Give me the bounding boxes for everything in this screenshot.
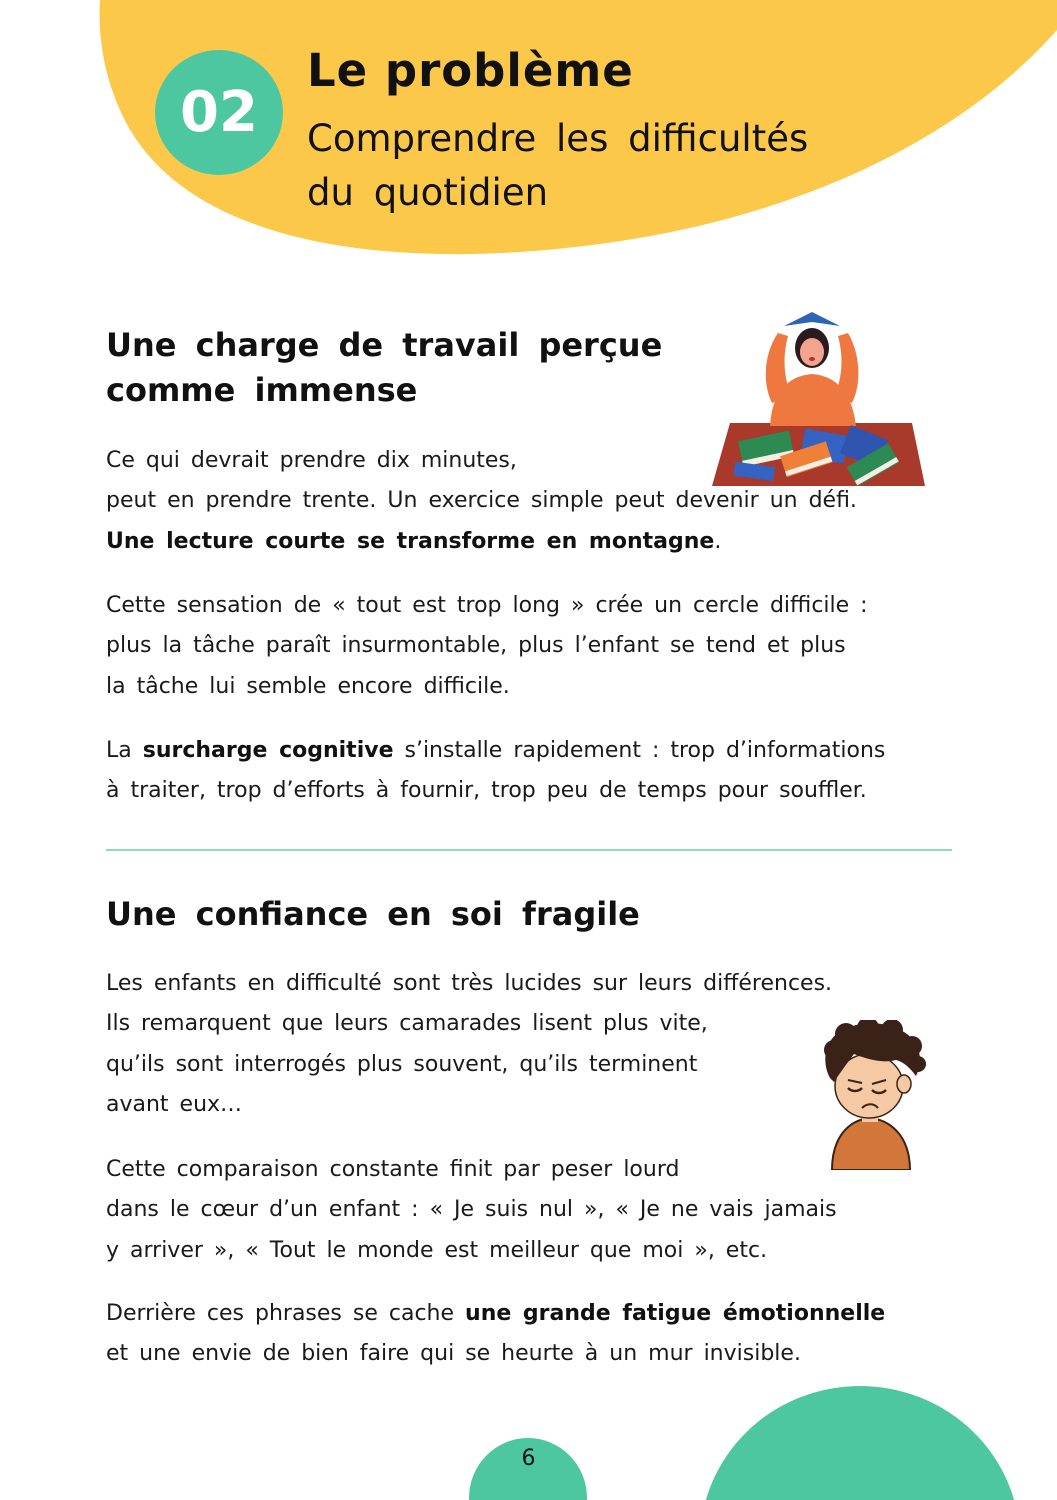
section2-heading: Une confiance en soi fragile xyxy=(106,895,640,933)
section1-heading xyxy=(106,323,662,413)
heading-line: Une charge de travail perçue xyxy=(106,326,663,364)
text-line: avant eux… xyxy=(106,1091,243,1117)
text-line: peut en prendre trente. Un exercice simple peut devenir un défi. xyxy=(106,488,857,514)
chapter-number-badge: 02 xyxy=(155,50,283,175)
heading-line: comme immense xyxy=(106,371,418,409)
text-line: dans le cœur d’un enfant : « Je suis nul », « Je ne vais jamais xyxy=(106,1197,837,1223)
page-title: Le problème xyxy=(307,44,634,97)
text-fragment: La xyxy=(106,738,143,763)
text-line: Cette sensation de « tout est trop long » crée un cercle difficile : xyxy=(106,593,868,618)
emphasis-text: Une lecture courte se transforme en montagne xyxy=(106,528,715,554)
section2-paragraph-2 xyxy=(106,1150,837,1271)
subtitle-line: du quotidien xyxy=(307,171,549,214)
section1-paragraph-2 xyxy=(106,586,868,707)
footer-teal-shapes xyxy=(0,1380,1057,1500)
text-fragment: s’installe rapidement : trop d’informations xyxy=(393,738,886,763)
text-fragment: . xyxy=(714,528,722,554)
text-line: Cette comparaison constante finit par peser lourd xyxy=(106,1157,680,1182)
section-divider xyxy=(106,849,952,851)
text-line: Ils remarquent que leurs camarades lisent plus vite, xyxy=(106,1011,708,1037)
text-line: la tâche lui semble encore difficile. xyxy=(106,673,510,699)
text-line: plus la tâche paraît insurmontable, plus l’enfant se tend et plus xyxy=(106,633,846,659)
text-line: qu’ils sont interrogés plus souvent, qu’ils terminent xyxy=(106,1051,698,1077)
text-line: à traiter, trop d’efforts à fournir, trop peu de temps pour souffler. xyxy=(106,778,867,804)
section2-paragraph-1 xyxy=(106,964,832,1125)
emphasis-text: une grande fatigue émotionnelle xyxy=(465,1301,886,1326)
page-number: 6 xyxy=(521,1446,536,1471)
section1-paragraph-3 xyxy=(106,731,885,812)
text-line: et une envie de bien faire qui se heurte à un mur invisible. xyxy=(106,1341,801,1367)
text-fragment: Derrière ces phrases se cache xyxy=(106,1301,466,1326)
section2-paragraph-3 xyxy=(106,1294,885,1375)
page-subtitle xyxy=(307,112,907,220)
text-line: Ce qui devrait prendre dix minutes, xyxy=(106,448,517,473)
subtitle-line: Comprendre les difficultés xyxy=(307,117,809,160)
text-line: Les enfants en difficulté sont très lucides sur leurs différences. xyxy=(106,971,833,996)
section1-paragraph-1 xyxy=(106,441,857,562)
emphasis-text: surcharge cognitive xyxy=(142,738,394,763)
text-line: y arriver », « Tout le monde est meilleur que moi », etc. xyxy=(106,1237,768,1263)
